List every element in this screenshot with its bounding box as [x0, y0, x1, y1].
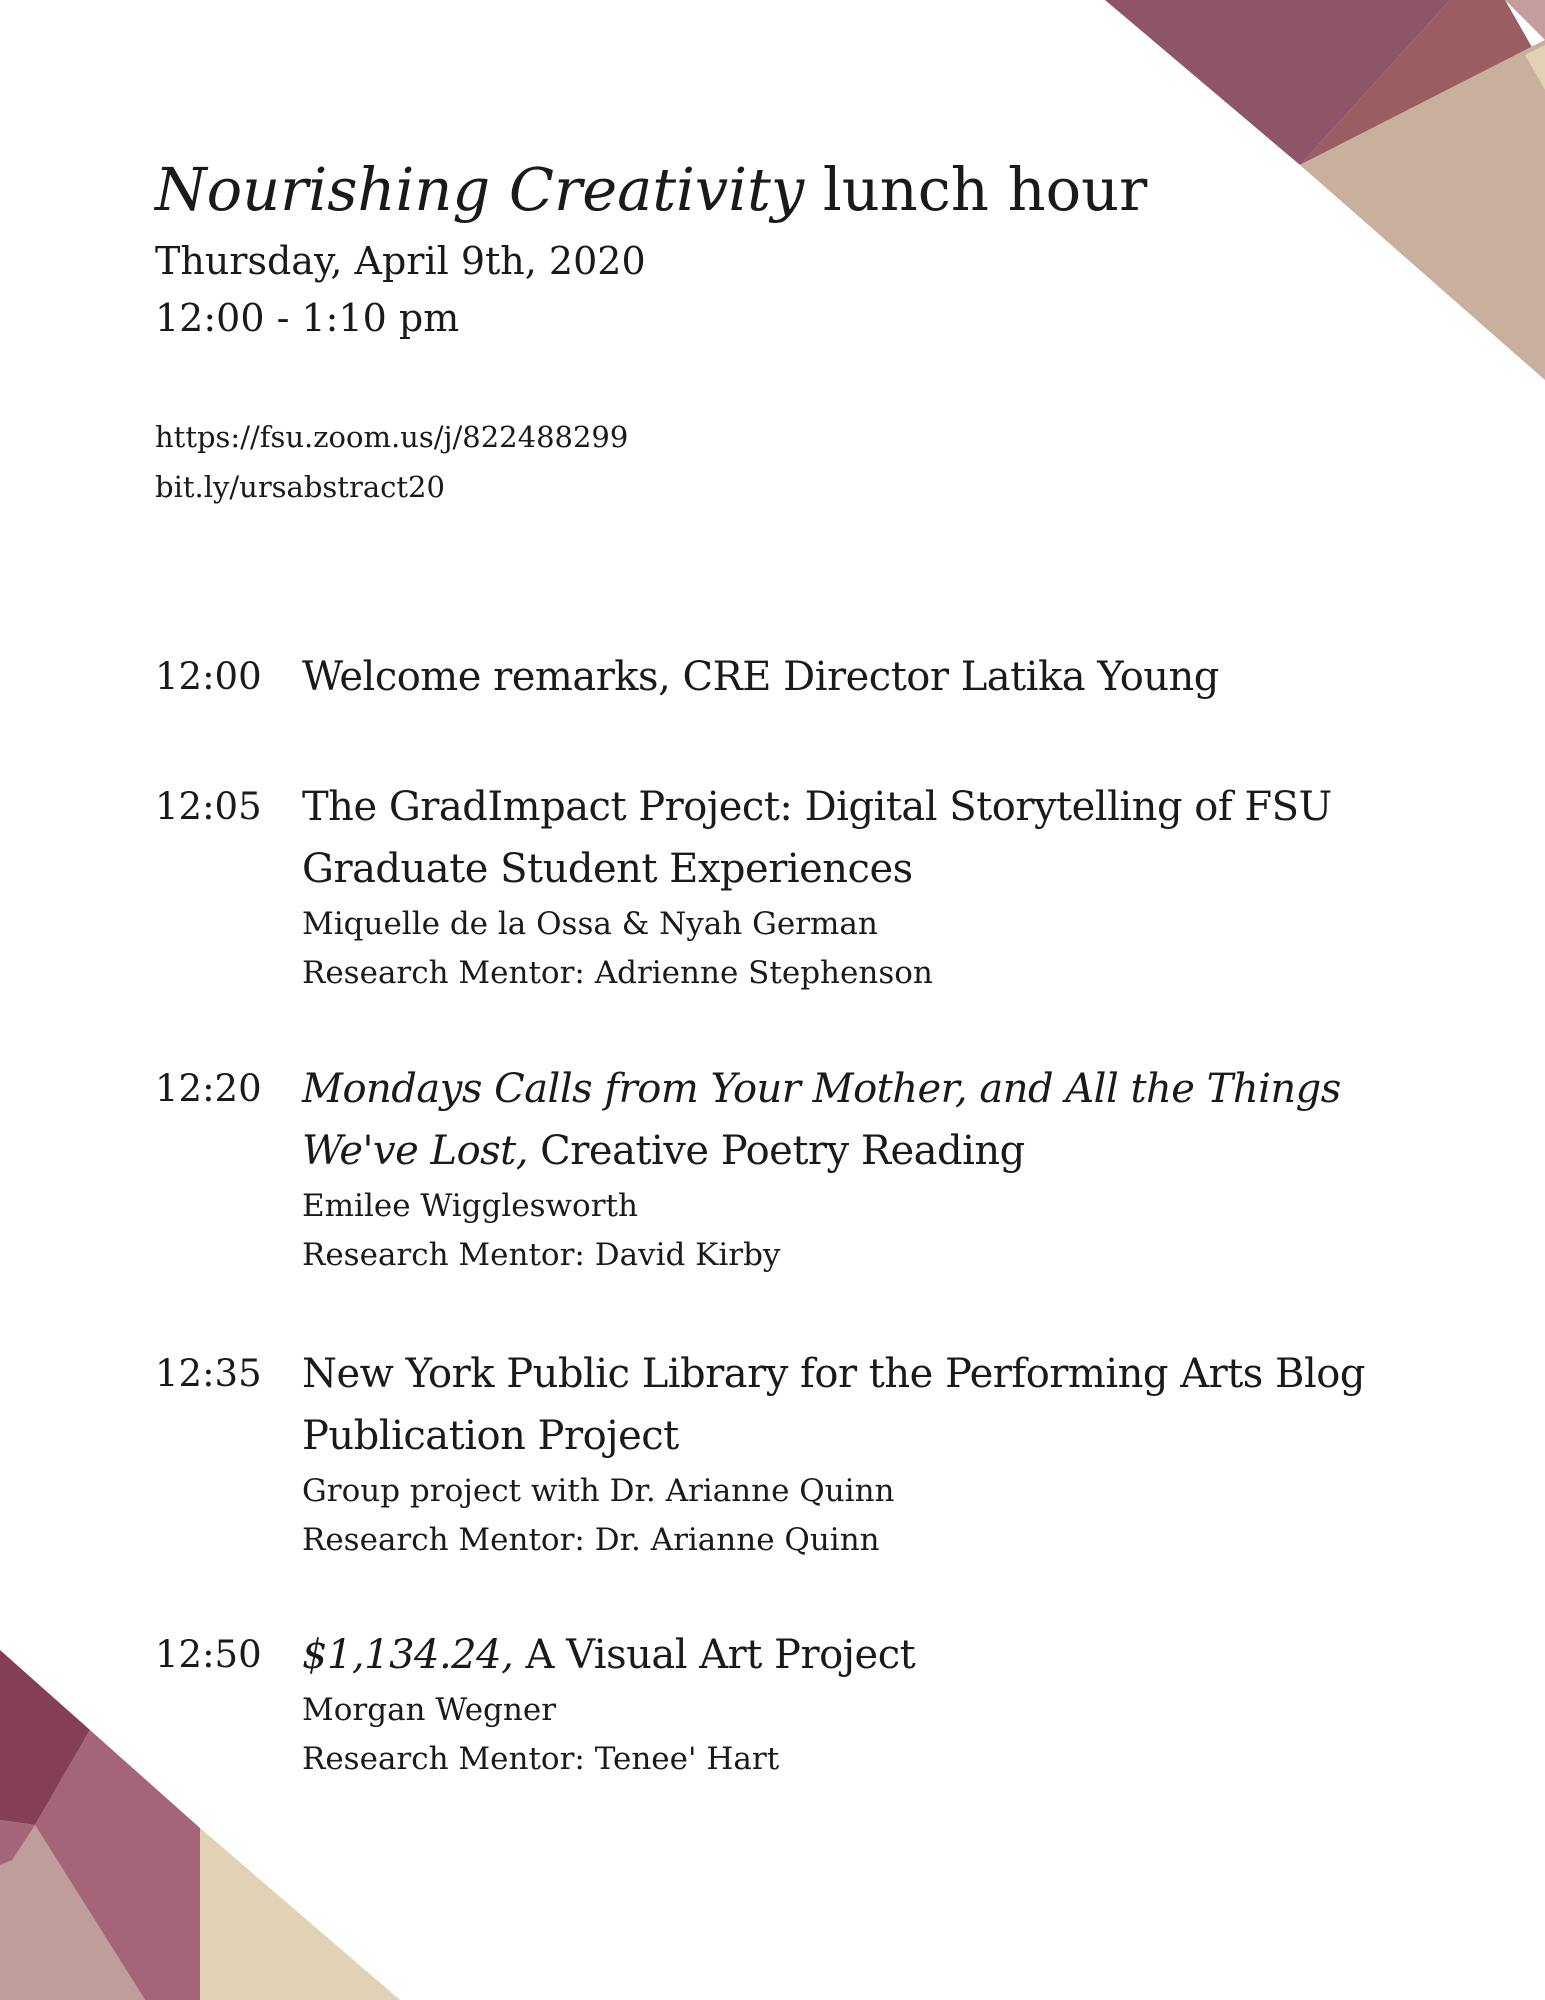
schedule-mentor: Research Mentor: Tenee' Hart	[302, 1741, 780, 1777]
schedule-mentor: Research Mentor: Dr. Arianne Quinn	[302, 1522, 880, 1558]
event-title-rest: lunch hour	[804, 155, 1148, 224]
zoom-link[interactable]: https://fsu.zoom.us/j/822488299	[155, 420, 629, 454]
schedule-title	[302, 1343, 1442, 1467]
event-links	[155, 412, 628, 512]
schedule-title-rest: Welcome remarks, CRE Director Latika Young	[302, 654, 1219, 700]
event-header	[155, 155, 1255, 344]
schedule-presenter: Morgan Wegner	[302, 1692, 557, 1728]
schedule-title-rest: The GradImpact Project: Digital Storytelling of FSU Graduate Student Experiences	[302, 784, 1332, 892]
schedule-presenter: Miquelle de la Ossa & Nyah German	[302, 906, 878, 942]
schedule-time: 12:20	[155, 1067, 262, 1110]
schedule-time: 12:50	[155, 1633, 262, 1676]
schedule-title-italic: Mondays Calls from Your Mother, and All the Things We've Lost,	[302, 1066, 1341, 1174]
schedule-title-italic: $1,134.24,	[302, 1632, 514, 1678]
schedule-title	[302, 1624, 1442, 1686]
schedule-time: 12:35	[155, 1352, 262, 1395]
event-title	[155, 155, 1255, 224]
schedule-time: 12:00	[155, 655, 262, 698]
schedule-presenter: Emilee Wigglesworth	[302, 1188, 638, 1224]
schedule-title-rest: A Visual Art Project	[513, 1632, 916, 1678]
schedule-title-rest: Creative Poetry Reading	[527, 1128, 1025, 1174]
schedule-title	[302, 646, 1442, 708]
event-time: 12:00 - 1:10 pm	[155, 296, 460, 341]
schedule-presenter: Group project with Dr. Arianne Quinn	[302, 1473, 895, 1509]
schedule-title	[302, 1058, 1442, 1182]
schedule-title-rest: New York Public Library for the Performing Arts Blog Publication Project	[302, 1351, 1365, 1459]
event-date: Thursday, April 9th, 2020	[155, 238, 646, 283]
schedule-mentor: Research Mentor: David Kirby	[302, 1237, 781, 1273]
schedule-time: 12:05	[155, 785, 262, 828]
event-title-italic: Nourishing Creativity	[155, 155, 805, 224]
schedule-title	[302, 776, 1442, 900]
schedule-mentor: Research Mentor: Adrienne Stephenson	[302, 955, 933, 991]
abstract-link[interactable]: bit.ly/ursabstract20	[155, 470, 445, 504]
